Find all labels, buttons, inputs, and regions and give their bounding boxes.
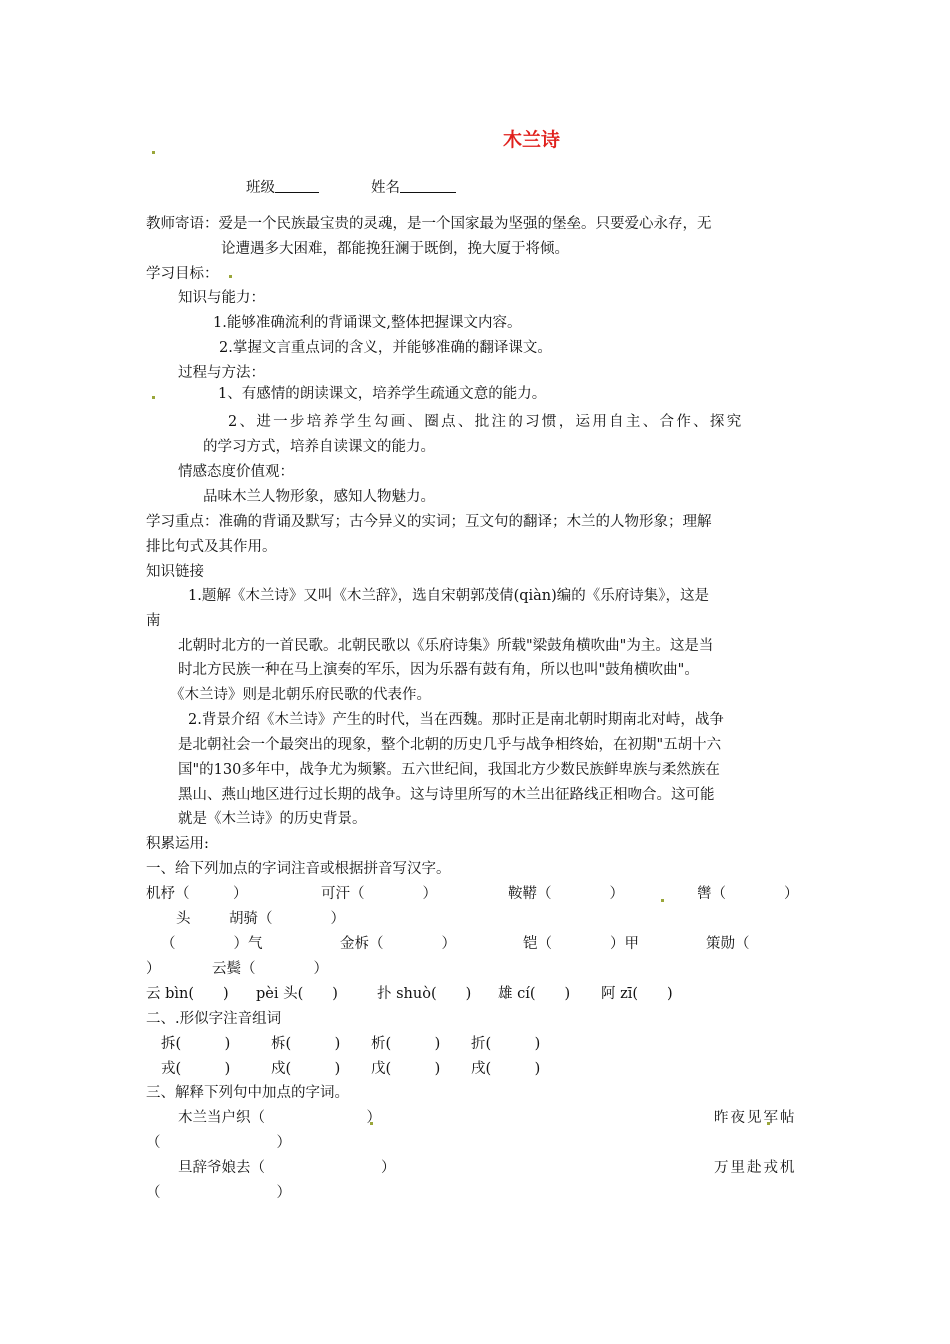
q2-item: 析( ) [371,1036,441,1052]
teacher-message-line1: 教师寄语：爱是一个民族最宝贵的灵魂，是一个国家最为坚强的堡垒。只要爱心永存，无 [146,216,712,232]
knowledge-link-p2-line3: 国"的130多年中，战争尤为频繁。五六世纪间，我国北方少数民族鲜卑族与柔然族在 [178,762,720,778]
q2-item: 戊( ) [371,1061,441,1077]
knowledge-link-p2-line5: 就是《木兰诗》的历史背景。 [178,811,367,827]
q2-item: 拆( ) [161,1036,231,1052]
process-item-1: 1、有感情的朗读课文，培养学生疏通文意的能力。 [218,386,547,402]
q1-item: 辔（ ） [697,886,799,902]
knowledge-link-p2-line1: 2.背景介绍《木兰诗》产生的时代，当在西魏。那时正是南北朝时期南北对峙，战争 [188,712,724,728]
q1-item: ） [146,961,161,977]
q1-item: 策勋（ [706,936,750,952]
name-label: 姓名 [371,180,400,196]
class-label: 班级 [246,180,275,196]
process-item-2b: 的学习方式，培养自读课文的能力。 [203,439,435,455]
q3-item: 万里赴戎机 [714,1160,797,1176]
q1-item: 扑 shuò( ) [377,986,472,1002]
marker-dot [661,899,664,902]
focus-line2: 排比句式及其作用。 [146,539,277,555]
q1-item: 金柝（ ） [340,936,456,952]
process-item-2a: 2、进一步培养学生勾画、圈点、批注的习惯，运用自主、合作、探究 [228,414,744,430]
knowledge-link-heading: 知识链接 [146,564,204,580]
q2-item: 戍( ) [271,1061,341,1077]
knowledge-link-p2-line4: 黑山、燕山地区进行过长期的战争。这与诗里所写的木兰出征路线正相吻合。这可能 [178,787,715,803]
q3-item: 昨夜见军帖 [714,1110,797,1126]
q2-item: 戎( ) [161,1061,231,1077]
class-blank [275,178,319,193]
marker-dot [229,275,232,278]
q3-item: 木兰当户织（ ） [178,1110,381,1126]
q1-item: 阿 zī( ) [601,986,673,1002]
q1-item: （ ）气 [161,936,263,952]
objectives-heading: 学习目标： [146,266,219,282]
emotion-heading: 情感态度价值观： [178,464,294,480]
q1-item: 胡骑（ ） [229,911,345,927]
q3-item: （ ） [146,1135,291,1151]
q1-item: 云鬓（ ） [212,961,328,977]
focus-line1: 学习重点：准确的背诵及默写；古今异义的实词；互文句的翻译；木兰的人物形象；理解 [146,514,712,530]
teacher-message-line2: 论遭遇多大困难，都能挽狂澜于既倒，挽大厦于将倾。 [221,241,569,257]
q2-item: 折( ) [471,1036,541,1052]
q1-heading: 一、给下列加点的字词注音或根据拼音写汉字。 [146,861,451,877]
knowledge-heading: 知识与能力： [178,290,265,306]
page-title: 木兰诗 [502,129,560,151]
q1-item: pèi 头( ) [256,986,338,1002]
q3-heading: 三、解释下列句中加点的字词。 [146,1085,349,1101]
knowledge-item-1: 1.能够准确流利的背诵课文,整体把握课文内容。 [213,315,522,331]
q2-heading: 二、.形似字注音组词 [146,1011,282,1027]
knowledge-link-p2-line2: 是北朝社会一个最突出的现象，整个北朝的历史几乎与战争相终始，在初期"五胡十六 [178,737,722,753]
knowledge-link-p1-line1: 1.题解《木兰诗》又叫《木兰辞》，选自宋朝郭茂倩(qiàn)编的《乐府诗集》，这是 [188,588,710,604]
q3-item: （ ） [146,1185,291,1201]
q1-item: 头 [176,911,191,927]
knowledge-item-2: 2.掌握文言重点词的含义，并能够准确的翻译课文。 [219,340,552,356]
q3-item: 旦辞爷娘去（ ） [178,1160,396,1176]
emotion-item-1: 品味木兰人物形象，感知人物魅力。 [203,489,435,505]
knowledge-link-p1-line2: 南 [146,613,161,629]
knowledge-link-p1-line5: 《木兰诗》则是北朝乐府民歌的代表作。 [170,687,431,703]
q1-item: 可汗（ ） [321,886,437,902]
q2-item: 戌( ) [471,1061,541,1077]
q1-item: 鞍鞯（ ） [508,886,624,902]
marker-dot [152,151,155,154]
q1-item: 机杼（ ） [146,886,248,902]
q1-item: 铠（ ）甲 [523,936,639,952]
q2-item: 柝( ) [271,1036,341,1052]
marker-dot [152,396,155,399]
name-field [371,178,456,197]
q1-item: 雄 cí( ) [498,986,571,1002]
class-field [246,178,319,197]
name-blank [400,178,456,193]
practice-heading: 积累运用: [146,836,209,852]
q1-item: 云 bìn( ) [146,986,229,1002]
knowledge-link-p1-line3: 北朝时北方的一首民歌。北朝民歌以《乐府诗集》所载"梁鼓角横吹曲"为主。这是当 [178,638,714,654]
process-heading: 过程与方法： [178,365,265,381]
knowledge-link-p1-line4: 时北方民族一种在马上演奏的军乐，因为乐器有鼓有角，所以也叫"鼓角横吹曲"。 [178,662,699,678]
